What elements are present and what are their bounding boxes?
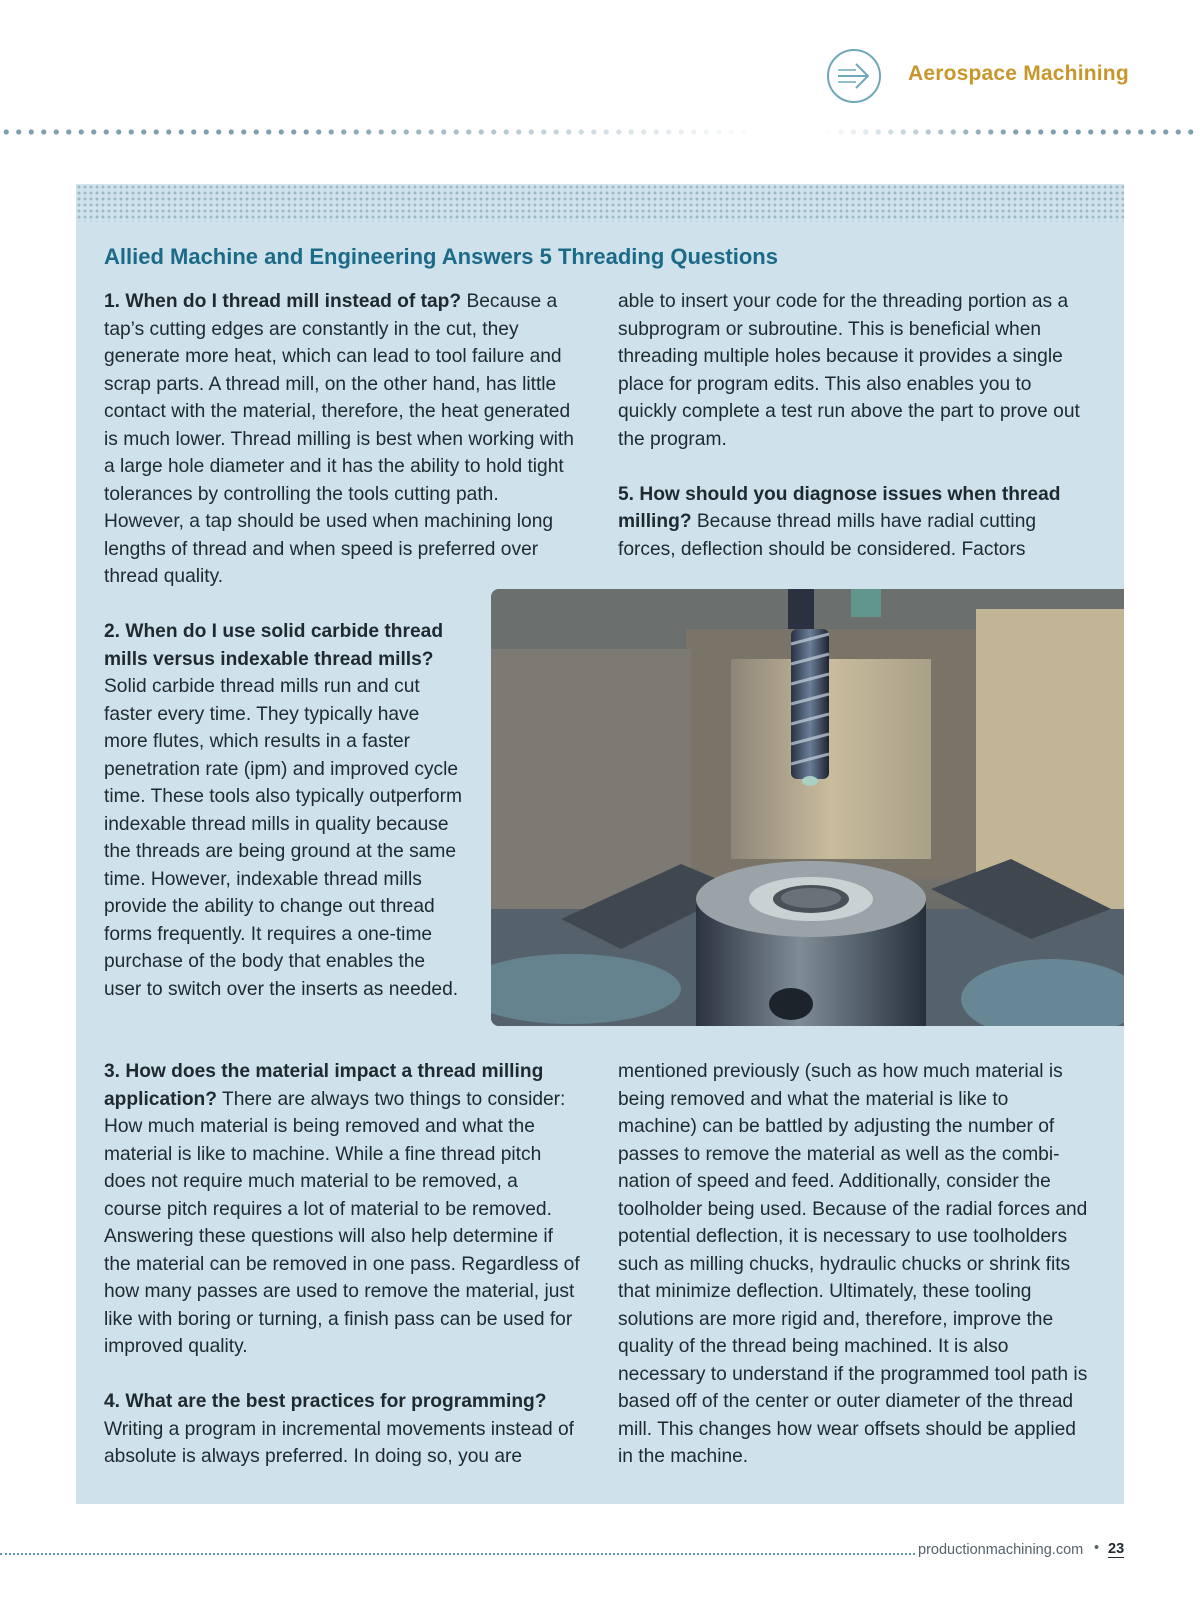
question-4-continued: able to insert your code for the threading portion as a subprogram or subroutine. This is beneficial when threading multiple holes because it provides a single place for program edits. This also enables you to quickly complete a test run above the part to prove out the program. (618, 291, 1080, 450)
thread-mill-photo (491, 589, 1124, 1026)
column-right-top (618, 288, 1088, 563)
question-2-heading: 2. When do I use solid carbide thread mills versus indexable thread mills? (104, 621, 444, 670)
question-3-body: There are always two things to consider: How much material is being removed and what the material is like to machine. While a fine thread pitch does not require much material to be removed, a course pitch requires a lot of material to be removed. Answering these questions will also help determine if the material can be removed in one pass. Regardless of how many passes are used to remove the material, just like with boring or turning, a finish pass can be used for improved quality. (104, 1088, 580, 1357)
footer-dotted-rule (0, 1553, 915, 1555)
page-number: 23 (1108, 1541, 1125, 1557)
question-1 (104, 288, 580, 591)
column-left-middle (104, 618, 464, 1003)
question-3 (104, 1058, 580, 1361)
question-5-continued: mentioned previously (such as how much material is being removed and what the material is like to machine) can be battled by adjusting the number of passes to remove the material as well as the combi-nation of speed and feed. Additionally, consider the toolholder being used. Because of the radial forces and potential deflection, it is necessary to use toolholders such as milling chucks, hydraulic chucks or shrink fits that minimize deflection. Ultimately, these tooling solutions are more rigid and, therefore, improve the quality of the thread being machined. It is also necessary to understand if the programmed tool path is based off of the center or outer diameter of the thread mill. This changes how wear offsets should be applied in the machine. (618, 1061, 1088, 1467)
question-2 (104, 618, 464, 1003)
question-4-heading: 4. What are the best practices for programming? (104, 1391, 547, 1412)
header-dotted-rule-left (0, 128, 760, 136)
question-5 (618, 481, 1088, 564)
question-1-body: Because a tap’s cutting edges are constantly in the cut, they generate more heat, which can lead to tool failure and scrap parts. A thread mill, on the other hand, has little contact with the material, therefore, the heat generated is much lower. Thread milling is best when working with a large hole diameter and it has the ability to hold tight tolerances by controlling the tools cutting path. However, a tap should be used when machining long lengths of thread and when speed is preferred over thread quality. (104, 291, 574, 587)
arrow-right-circle-icon (826, 48, 882, 104)
column-right-bottom (618, 1058, 1088, 1471)
footer-separator: • (1094, 1540, 1100, 1556)
sidebar-title: Allied Machine and Engineering Answers 5 Threading Questions (104, 244, 778, 269)
section-title: Aerospace Machining (908, 62, 1129, 85)
question-4 (104, 1388, 580, 1471)
sidebar-dot-pattern (76, 184, 1124, 222)
column-left-top (104, 288, 580, 591)
column-left-bottom (104, 1058, 580, 1471)
footer-site-link[interactable]: productionmachining.com (918, 1542, 1084, 1558)
question-1-heading: 1. When do I thread mill instead of tap? (104, 291, 462, 312)
question-2-body: Solid carbide thread mills run and cut faster every time. They typically have more flutes, which results in a faster penetration rate (ipm) and improved cycle time. These tools also typically outperform indexable thread mills in quality because the threads are being ground at the same time. However, indexable thread mills provide the ability to change out thread forms frequently. It requires a one-time purchase of the body that enables the user to switch over the inserts as needed. (104, 676, 462, 1000)
question-3-heading: 3. How does the material impact a thread milling application? (104, 1061, 544, 1110)
header-dotted-rule-right (822, 128, 1200, 136)
question-4-body: Writing a program in incremental movements instead of absolute is always preferred. In doing so, you are (104, 1418, 574, 1467)
question-5-heading: 5. How should you diagnose issues when thread milling? (618, 483, 1061, 532)
question-5-body: Because thread mills have radial cutting forces, deflection should be considered. Factors (618, 511, 1037, 560)
